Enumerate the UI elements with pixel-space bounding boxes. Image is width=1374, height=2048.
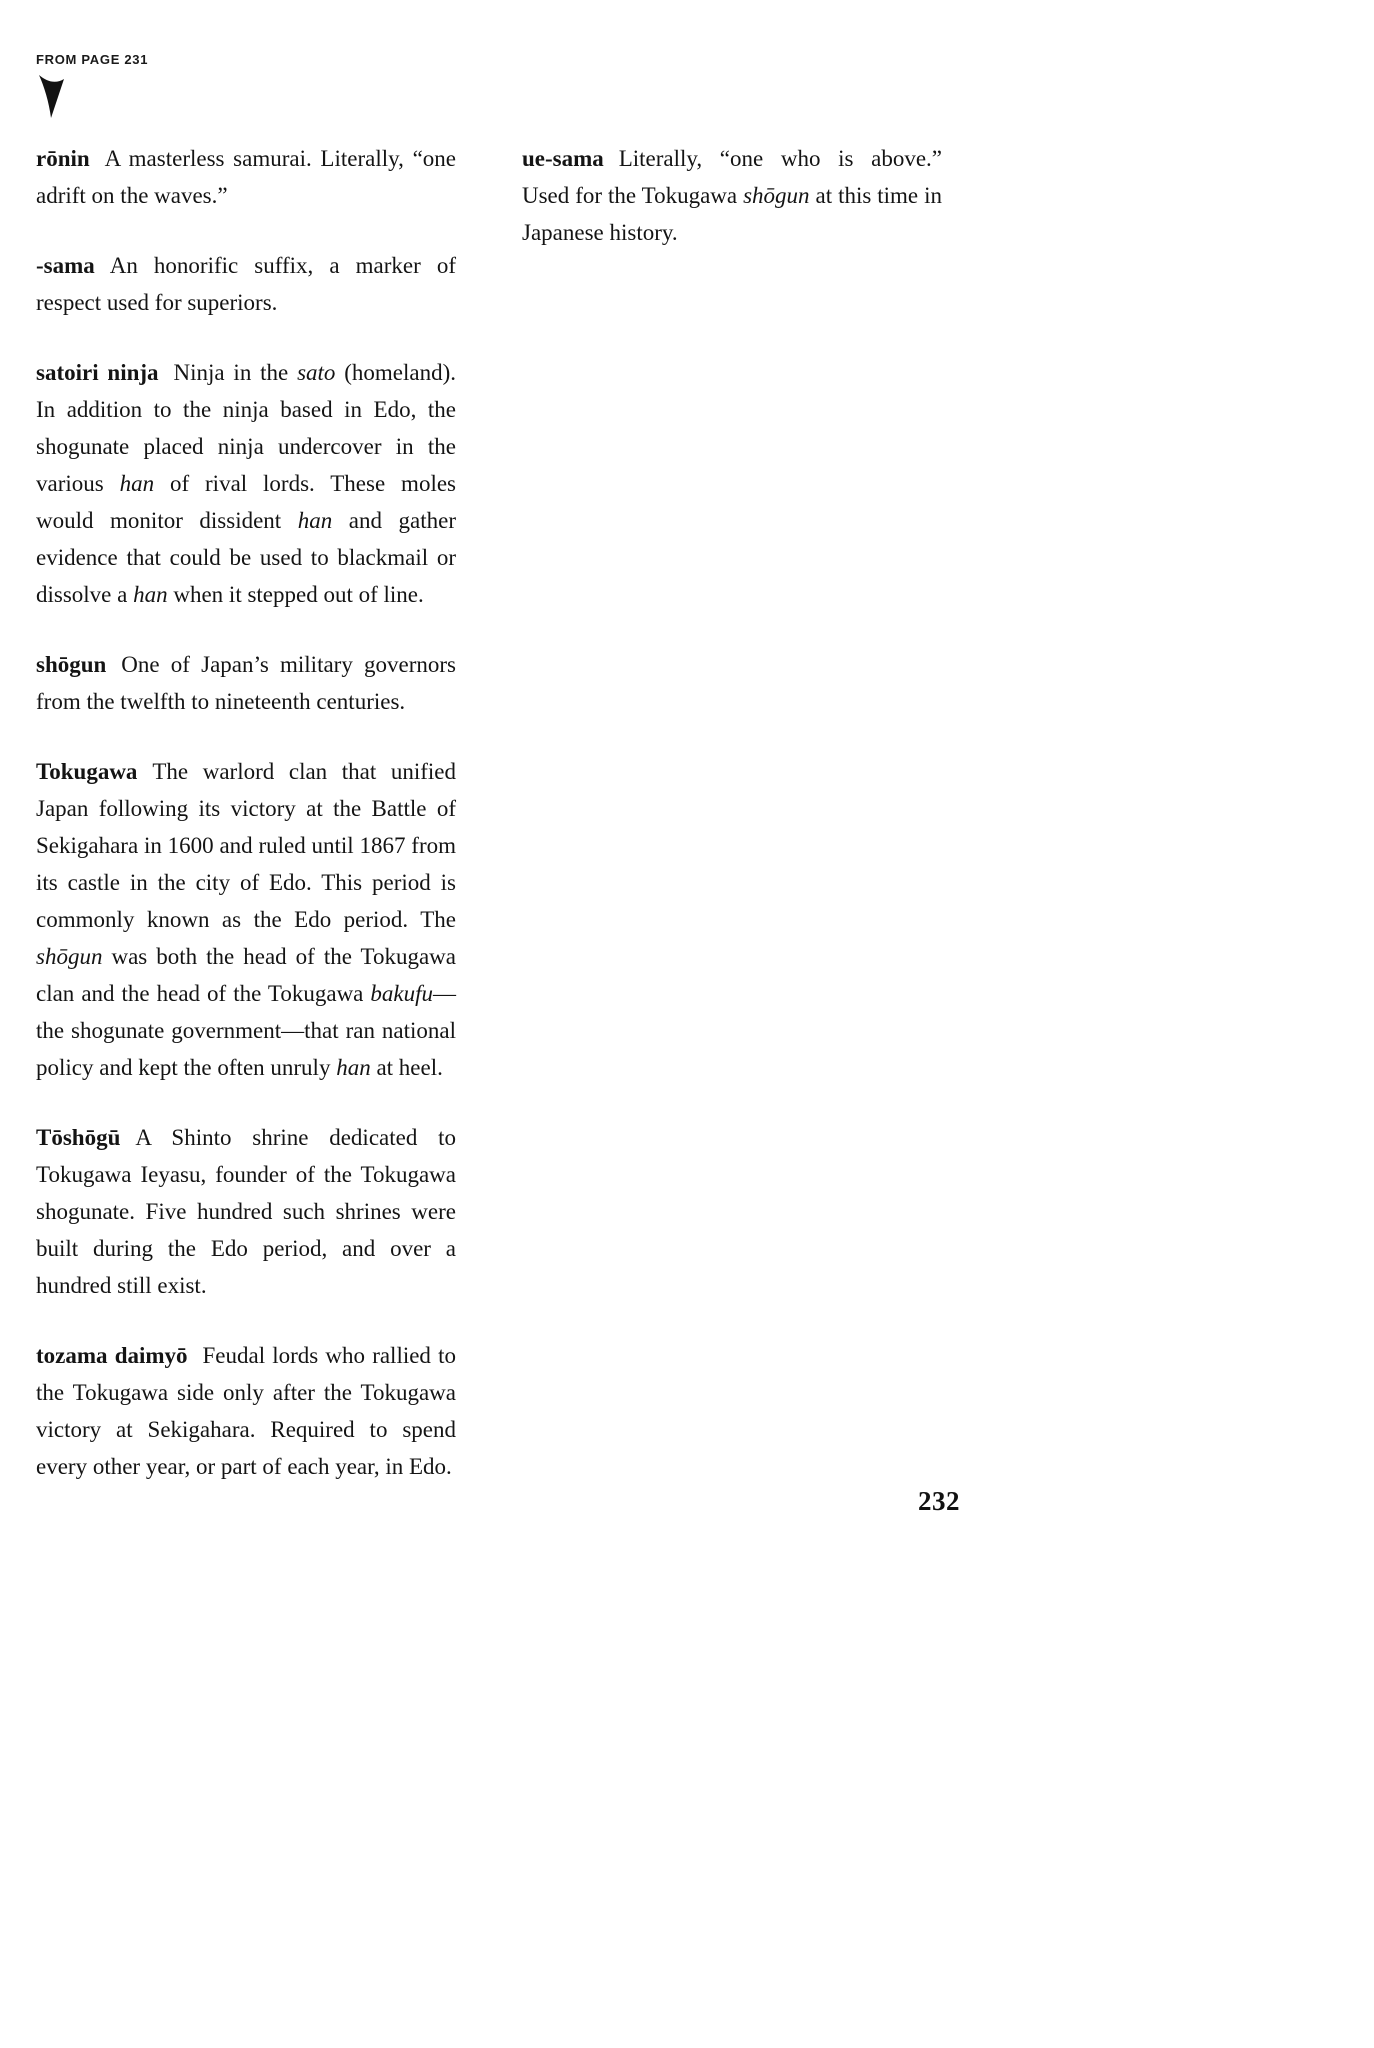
definition-text: A Shinto shrine dedicated to Tokugawa Ieyasu, founder of the Tokugawa shogunate. Five hundred such shrines were built during the Edo period, and over a hundred still exist. (36, 1125, 456, 1298)
continuation-arrow-icon (38, 75, 66, 119)
glossary-term: Tokugawa (36, 759, 138, 784)
glossary-columns (36, 140, 942, 1485)
glossary-entry (36, 354, 456, 613)
definition-text: A masterless samurai. Literally, “one adrift on the waves.” (36, 146, 456, 208)
definition-italic-text: shōgun (743, 183, 810, 208)
definition-text: Ninja in the (173, 360, 298, 385)
glossary-term: ue-sama (522, 146, 604, 171)
definition-italic-text: han (133, 582, 168, 607)
continuation-note: FROM PAGE 231 (36, 52, 149, 67)
definition-italic-text: han (336, 1055, 371, 1080)
definition-italic-text: sato (297, 360, 336, 385)
glossary-term: Tōshōgū (36, 1125, 121, 1150)
glossary-entry (36, 1119, 456, 1304)
glossary-column-left (36, 140, 456, 1485)
glossary-entry (36, 1337, 456, 1485)
glossary-entry (522, 140, 942, 251)
glossary-term: tozama daimyō (36, 1343, 188, 1368)
definition-italic-text: han (297, 508, 333, 533)
definition-text: An honorific suffix, a marker of respect used for superiors. (36, 253, 456, 315)
definition-text: at heel. (370, 1055, 443, 1080)
glossary-entry (36, 646, 456, 720)
definition-text: of rival lords. These moles would monitor dissident (36, 471, 456, 533)
glossary-term: satoiri ninja (36, 360, 159, 385)
glossary-column-right (522, 140, 942, 251)
definition-text: when it stepped out of line. (167, 582, 424, 607)
glossary-entry (36, 753, 456, 1086)
glossary-entry (36, 247, 456, 321)
definition-text: One of Japan’s military governors from the twelfth to nineteenth centuries. (36, 652, 456, 714)
glossary-term: rōnin (36, 146, 90, 171)
definition-text: at this time in Japanese history. (522, 183, 942, 245)
page-number: 232 (918, 1486, 960, 1516)
definition-text: Literally, “one who is above.” Used for the Tokugawa (522, 146, 942, 208)
definition-text: Feudal lords who rallied to the Tokugawa side only after the Tokugawa victory at Sekigahara. Required to spend every other year, or part of each year, in Edo. (36, 1343, 456, 1479)
definition-text: (homeland). In addition to the ninja based in Edo, the shogunate placed ninja undercover in the various (36, 360, 456, 496)
glossary-term: shōgun (36, 652, 107, 677)
definition-text: was both the head of the Tokugawa clan and the head of the Tokugawa (36, 944, 456, 1006)
definition-italic-text: bakufu (370, 981, 433, 1006)
definition-italic-text: shōgun (36, 944, 103, 969)
glossary-term: -sama (36, 253, 95, 278)
definition-text: The warlord clan that unified Japan following its victory at the Battle of Sekigahara in 1600 and ruled until 1867 from its castle in the city of Edo. This period is commonly known as the Edo period. The (36, 759, 456, 932)
glossary-entry (36, 140, 456, 214)
definition-text: —the shogunate government—that ran national policy and kept the often unruly (36, 981, 456, 1080)
definition-text: and gather evidence that could be used to blackmail or dissolve a (36, 508, 456, 607)
definition-italic-text: han (119, 471, 155, 496)
page-header (36, 52, 148, 119)
